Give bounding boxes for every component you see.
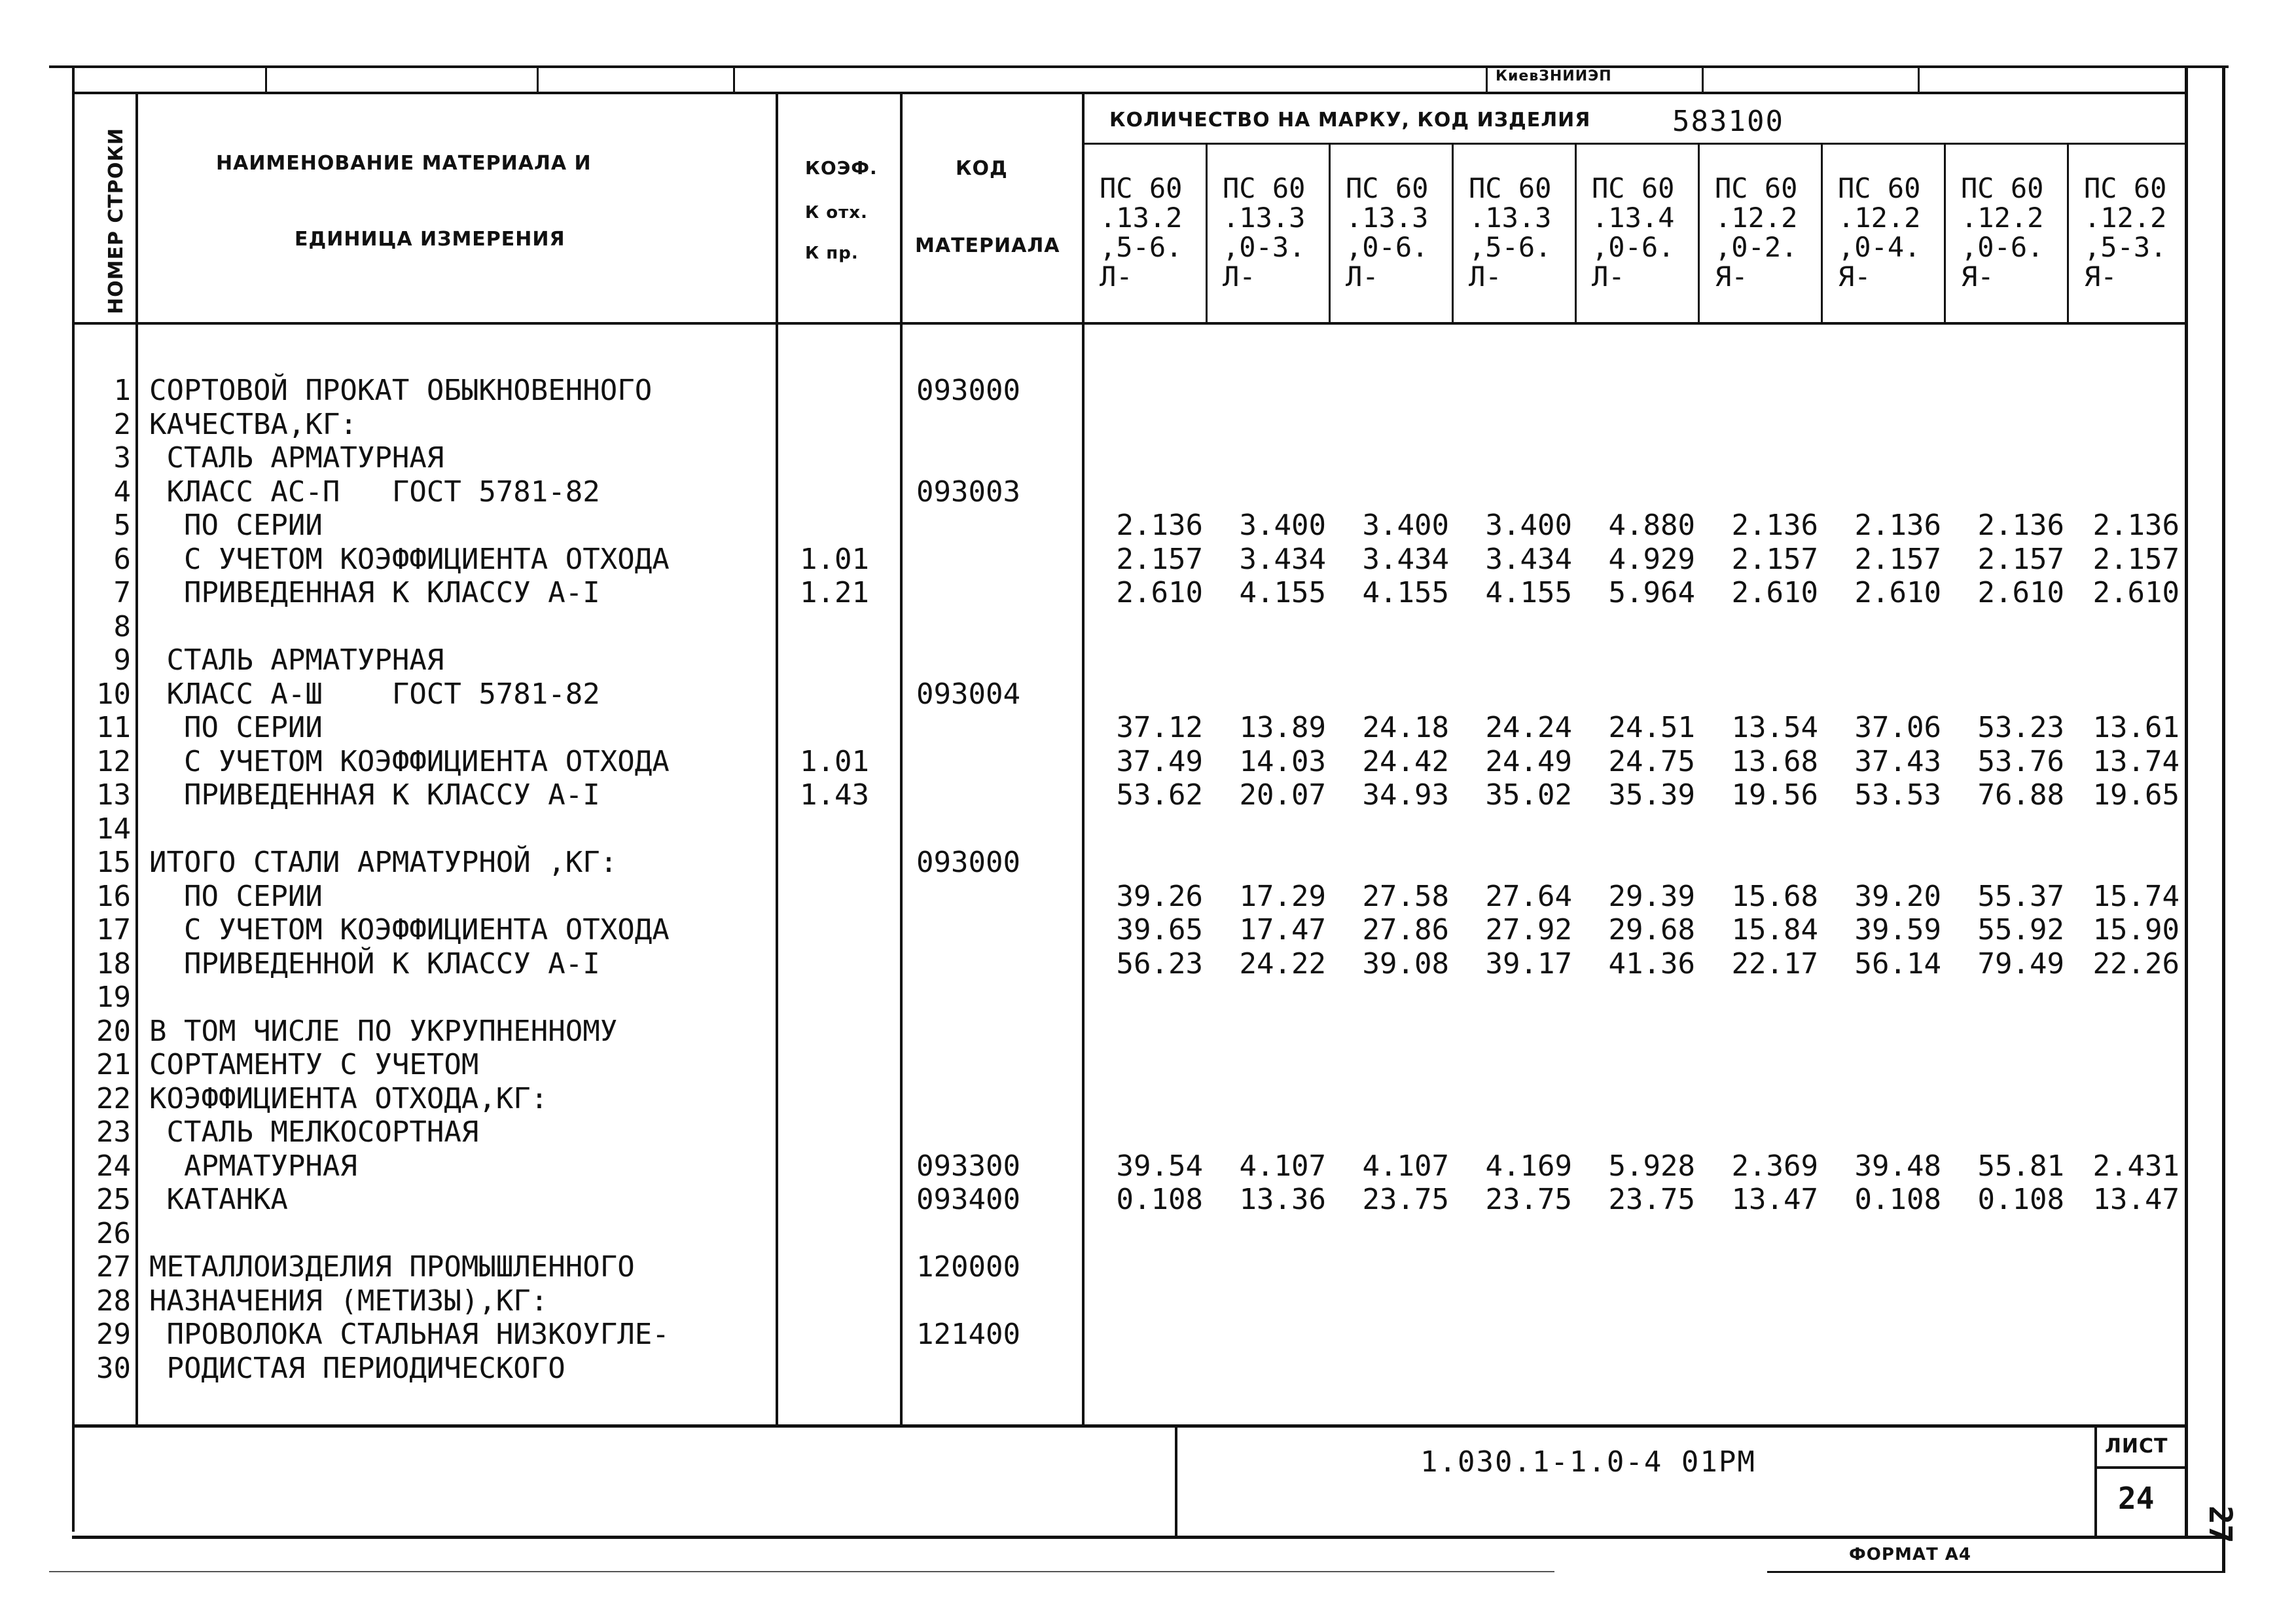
product-column-header-2-line4: Л- xyxy=(1223,261,1256,293)
quantity-cell: 5.928 xyxy=(1608,1149,1695,1183)
quantity-cell: 39.20 xyxy=(1854,880,1941,913)
coefficient: 1.01 xyxy=(800,745,869,778)
material-name: АРМАТУРНАЯ xyxy=(149,1149,357,1183)
product-column-header-6-line1: ПС 60 xyxy=(1715,172,1798,204)
material-code: 093000 xyxy=(916,846,1020,879)
product-column-header-2-line3: ,0-3. xyxy=(1223,231,1306,263)
quantity-cell: 3.434 xyxy=(1485,543,1572,576)
quantity-cell: 76.88 xyxy=(1977,778,2064,812)
material-code: 121400 xyxy=(916,1318,1020,1351)
quantity-cell: 2.610 xyxy=(2092,576,2179,609)
quantity-cell: 4.169 xyxy=(1485,1149,1572,1183)
product-column-header-5-line4: Л- xyxy=(1592,261,1625,293)
product-column-header-1-line2: .13.2 xyxy=(1100,202,1183,234)
material-code: 093003 xyxy=(916,475,1020,509)
material-name: СТАЛЬ АРМАТУРНАЯ xyxy=(149,643,444,677)
quantity-cell: 15.90 xyxy=(2092,913,2179,947)
quantity-cell: 15.84 xyxy=(1731,913,1818,947)
row-number: 18 xyxy=(96,947,131,981)
quantity-cell: 37.43 xyxy=(1854,745,1941,778)
material-name: КАЧЕСТВА,КГ: xyxy=(149,408,357,441)
quantity-cell: 4.880 xyxy=(1608,509,1695,542)
quantity-cell: 3.400 xyxy=(1239,509,1326,542)
row-number: 27 xyxy=(96,1250,131,1284)
row-number: 10 xyxy=(96,677,131,711)
quantity-cell: 56.14 xyxy=(1854,947,1941,981)
product-column-header-7-line3: ,0-4. xyxy=(1838,231,1921,263)
quantity-cell: 37.12 xyxy=(1116,711,1203,744)
material-name: РОДИСТАЯ ПЕРИОДИЧЕСКОГО xyxy=(149,1352,565,1385)
material-name: СОРТОВОЙ ПРОКАТ ОБЫКНОВЕННОГО xyxy=(149,374,653,407)
product-column-header-1-line1: ПС 60 xyxy=(1100,172,1183,204)
material-name: С УЧЕТОМ КОЭФФИЦИЕНТА ОТХОДА xyxy=(149,543,670,576)
product-column-header-3-line2: .13.3 xyxy=(1346,202,1429,234)
quantity-cell: 55.81 xyxy=(1977,1149,2064,1183)
material-name: СОРТАМЕНТУ С УЧЕТОМ xyxy=(149,1048,479,1081)
product-column-header-4-line1: ПС 60 xyxy=(1469,172,1552,204)
quantity-cell: 0.108 xyxy=(1116,1183,1203,1216)
quantity-cell: 37.49 xyxy=(1116,745,1203,778)
quantity-cell: 13.68 xyxy=(1731,745,1818,778)
row-number: 20 xyxy=(96,1015,131,1048)
row-number: 14 xyxy=(96,812,131,846)
quantity-cell: 13.36 xyxy=(1239,1183,1326,1216)
quantity-cell: 27.86 xyxy=(1362,913,1449,947)
quantity-cell: 3.434 xyxy=(1239,543,1326,576)
material-name: СТАЛЬ МЕЛКОСОРТНАЯ xyxy=(149,1115,479,1149)
material-name: ПО СЕРИИ xyxy=(149,711,323,744)
product-column-header-8-line3: ,0-6. xyxy=(1961,231,2044,263)
product-column-header-7-line1: ПС 60 xyxy=(1838,172,1921,204)
code-header-line2: МАТЕРИАЛА xyxy=(915,234,1060,257)
quantity-cell: 13.47 xyxy=(2092,1183,2179,1216)
material-name: КЛАСС А-Ш ГОСТ 5781-82 xyxy=(149,677,600,711)
quantity-header: КОЛИЧЕСТВО НА МАРКУ, КОД ИЗДЕЛИЯ xyxy=(1109,109,1591,132)
quantity-cell: 2.610 xyxy=(1116,576,1203,609)
material-name: КОЭФФИЦИЕНТА ОТХОДА,КГ: xyxy=(149,1082,548,1115)
material-name: КАТАНКА xyxy=(149,1183,288,1216)
sheet-number: 24 xyxy=(2118,1481,2155,1516)
row-number: 12 xyxy=(96,745,131,778)
quantity-cell: 55.37 xyxy=(1977,880,2064,913)
quantity-cell: 2.157 xyxy=(1854,543,1941,576)
material-name: НАЗНАЧЕНИЯ (МЕТИЗЫ),КГ: xyxy=(149,1284,548,1318)
coef-header-line2: К отх. xyxy=(805,203,868,223)
quantity-cell: 17.47 xyxy=(1239,913,1326,947)
quantity-cell: 19.65 xyxy=(2092,778,2179,812)
quantity-cell: 27.92 xyxy=(1485,913,1572,947)
product-column-header-9-line2: .12.2 xyxy=(2084,202,2167,234)
row-number: 23 xyxy=(96,1115,131,1149)
material-code: 093004 xyxy=(916,677,1020,711)
material-code: 093400 xyxy=(916,1183,1020,1216)
quantity-cell: 2.157 xyxy=(2092,543,2179,576)
quantity-cell: 2.431 xyxy=(2092,1149,2179,1183)
quantity-cell: 27.64 xyxy=(1485,880,1572,913)
quantity-cell: 24.49 xyxy=(1485,745,1572,778)
material-name: В ТОМ ЧИСЛЕ ПО УКРУПНЕННОМУ xyxy=(149,1015,618,1048)
quantity-cell: 14.03 xyxy=(1239,745,1326,778)
sheet-label: ЛИСТ xyxy=(2105,1435,2168,1458)
product-column-header-1-line3: ,5-6. xyxy=(1100,231,1183,263)
quantity-cell: 23.75 xyxy=(1485,1183,1572,1216)
quantity-cell: 53.23 xyxy=(1977,711,2064,744)
page-number: 27 xyxy=(2202,1506,2238,1543)
material-name: СТАЛЬ АРМАТУРНАЯ xyxy=(149,441,444,475)
quantity-cell: 3.400 xyxy=(1485,509,1572,542)
quantity-cell: 22.26 xyxy=(2092,947,2179,981)
quantity-cell: 39.54 xyxy=(1116,1149,1203,1183)
row-number: 21 xyxy=(96,1048,131,1081)
material-name: МЕТАЛЛОИЗДЕЛИЯ ПРОМЫШЛЕННОГО xyxy=(149,1250,635,1284)
product-column-header-5-line2: .13.4 xyxy=(1592,202,1675,234)
quantity-cell: 13.61 xyxy=(2092,711,2179,744)
quantity-cell: 13.74 xyxy=(2092,745,2179,778)
quantity-cell: 15.68 xyxy=(1731,880,1818,913)
row-number: 13 xyxy=(96,778,131,812)
material-name: КЛАСС АС-П ГОСТ 5781-82 xyxy=(149,475,600,509)
row-number: 6 xyxy=(113,543,131,576)
product-column-header-5-line1: ПС 60 xyxy=(1592,172,1675,204)
quantity-cell: 2.157 xyxy=(1116,543,1203,576)
quantity-cell: 2.610 xyxy=(1731,576,1818,609)
material-name: С УЧЕТОМ КОЭФФИЦИЕНТА ОТХОДА xyxy=(149,745,670,778)
quantity-cell: 15.74 xyxy=(2092,880,2179,913)
quantity-cell: 24.51 xyxy=(1608,711,1695,744)
product-column-header-6-line3: ,0-2. xyxy=(1715,231,1798,263)
material-name: ПО СЕРИИ xyxy=(149,509,323,542)
quantity-cell: 2.136 xyxy=(1116,509,1203,542)
quantity-cell: 39.48 xyxy=(1854,1149,1941,1183)
row-number: 26 xyxy=(96,1217,131,1250)
quantity-cell: 4.107 xyxy=(1362,1149,1449,1183)
row-number: 15 xyxy=(96,846,131,879)
quantity-cell: 23.75 xyxy=(1362,1183,1449,1216)
row-number: 11 xyxy=(96,711,131,744)
material-name: ИТОГО СТАЛИ АРМАТУРНОЙ ,КГ: xyxy=(149,846,618,879)
quantity-cell: 37.06 xyxy=(1854,711,1941,744)
quantity-cell: 5.964 xyxy=(1608,576,1695,609)
name-header-line2: ЕДИНИЦА ИЗМЕРЕНИЯ xyxy=(295,228,565,251)
row-number: 25 xyxy=(96,1183,131,1216)
product-column-header-9-line3: ,5-3. xyxy=(2084,231,2167,263)
quantity-cell: 22.17 xyxy=(1731,947,1818,981)
quantity-cell: 35.39 xyxy=(1608,778,1695,812)
row-number: 3 xyxy=(113,441,131,475)
quantity-cell: 79.49 xyxy=(1977,947,2064,981)
row-number: 5 xyxy=(113,509,131,542)
product-column-header-2-line1: ПС 60 xyxy=(1223,172,1306,204)
product-column-header-6-line4: Я- xyxy=(1715,261,1748,293)
material-name: ПРОВОЛОКА СТАЛЬНАЯ НИЗКОУГЛЕ- xyxy=(149,1318,670,1351)
row-number: 1 xyxy=(113,374,131,407)
quantity-cell: 17.29 xyxy=(1239,880,1326,913)
quantity-cell: 29.39 xyxy=(1608,880,1695,913)
row-number: 19 xyxy=(96,981,131,1014)
material-name: С УЧЕТОМ КОЭФФИЦИЕНТА ОТХОДА xyxy=(149,913,670,947)
quantity-cell: 39.59 xyxy=(1854,913,1941,947)
product-code: 583100 xyxy=(1672,105,1784,138)
product-column-header-2-line2: .13.3 xyxy=(1223,202,1306,234)
product-column-header-4-line4: Л- xyxy=(1469,261,1502,293)
quantity-cell: 0.108 xyxy=(1977,1183,2064,1216)
quantity-cell: 3.400 xyxy=(1362,509,1449,542)
quantity-cell: 39.65 xyxy=(1116,913,1203,947)
product-column-header-5-line3: ,0-6. xyxy=(1592,231,1675,263)
row-number: 28 xyxy=(96,1284,131,1318)
quantity-cell: 4.155 xyxy=(1485,576,1572,609)
product-column-header-9-line4: Я- xyxy=(2084,261,2117,293)
product-column-header-3-line3: ,0-6. xyxy=(1346,231,1429,263)
quantity-cell: 4.107 xyxy=(1239,1149,1326,1183)
material-name: ПО СЕРИИ xyxy=(149,880,323,913)
quantity-cell: 2.136 xyxy=(2092,509,2179,542)
quantity-cell: 13.89 xyxy=(1239,711,1326,744)
quantity-cell: 24.75 xyxy=(1608,745,1695,778)
quantity-cell: 2.136 xyxy=(1854,509,1941,542)
row-number-header: НОМЕР СТРОКИ xyxy=(105,128,128,314)
product-column-header-1-line4: Л- xyxy=(1100,261,1133,293)
product-column-header-4-line2: .13.3 xyxy=(1469,202,1552,234)
quantity-cell: 24.24 xyxy=(1485,711,1572,744)
product-column-header-6-line2: .12.2 xyxy=(1715,202,1798,234)
quantity-cell: 19.56 xyxy=(1731,778,1818,812)
product-column-header-9-line1: ПС 60 xyxy=(2084,172,2167,204)
coefficient: 1.43 xyxy=(800,778,869,812)
quantity-cell: 2.157 xyxy=(1731,543,1818,576)
doc-code: 1.030.1-1.0-4 01PM xyxy=(1420,1445,1756,1479)
quantity-cell: 2.610 xyxy=(1977,576,2064,609)
row-number: 22 xyxy=(96,1082,131,1115)
row-number: 8 xyxy=(113,610,131,643)
material-code: 120000 xyxy=(916,1250,1020,1284)
row-number: 29 xyxy=(96,1318,131,1351)
quantity-cell: 27.58 xyxy=(1362,880,1449,913)
product-column-header-7-line2: .12.2 xyxy=(1838,202,1921,234)
coefficient: 1.21 xyxy=(800,576,869,609)
coefficient: 1.01 xyxy=(800,543,869,576)
material-code: 093300 xyxy=(916,1149,1020,1183)
row-number: 9 xyxy=(113,643,131,677)
product-column-header-3-line1: ПС 60 xyxy=(1346,172,1429,204)
quantity-cell: 24.22 xyxy=(1239,947,1326,981)
row-number: 4 xyxy=(113,475,131,509)
row-number: 16 xyxy=(96,880,131,913)
quantity-cell: 41.36 xyxy=(1608,947,1695,981)
name-header-line1: НАИМЕНОВАНИЕ МАТЕРИАЛА И xyxy=(216,152,592,175)
product-column-header-7-line4: Я- xyxy=(1838,261,1871,293)
quantity-cell: 55.92 xyxy=(1977,913,2064,947)
quantity-cell: 2.136 xyxy=(1977,509,2064,542)
coef-header-line3: К пр. xyxy=(805,244,859,263)
row-number: 30 xyxy=(96,1352,131,1385)
product-column-header-8-line4: Я- xyxy=(1961,261,1994,293)
row-number: 24 xyxy=(96,1149,131,1183)
row-number: 7 xyxy=(113,576,131,609)
row-number: 2 xyxy=(113,408,131,441)
material-name: ПРИВЕДЕННОЙ К КЛАССУ А-I xyxy=(149,947,600,981)
quantity-cell: 4.929 xyxy=(1608,543,1695,576)
material-name: ПРИВЕДЕННАЯ К КЛАССУ А-I xyxy=(149,576,600,609)
quantity-cell: 39.26 xyxy=(1116,880,1203,913)
quantity-cell: 4.155 xyxy=(1239,576,1326,609)
quantity-cell: 53.62 xyxy=(1116,778,1203,812)
quantity-cell: 34.93 xyxy=(1362,778,1449,812)
quantity-cell: 0.108 xyxy=(1854,1183,1941,1216)
quantity-cell: 29.68 xyxy=(1608,913,1695,947)
quantity-cell: 3.434 xyxy=(1362,543,1449,576)
org-stamp: КиевЗНИИЭП xyxy=(1496,68,1612,84)
quantity-cell: 4.155 xyxy=(1362,576,1449,609)
quantity-cell: 23.75 xyxy=(1608,1183,1695,1216)
quantity-cell: 2.610 xyxy=(1854,576,1941,609)
quantity-cell: 39.17 xyxy=(1485,947,1572,981)
quantity-cell: 53.53 xyxy=(1854,778,1941,812)
quantity-cell: 24.18 xyxy=(1362,711,1449,744)
product-column-header-8-line1: ПС 60 xyxy=(1961,172,2044,204)
quantity-cell: 39.08 xyxy=(1362,947,1449,981)
product-column-header-3-line4: Л- xyxy=(1346,261,1379,293)
format-label: ФОРМАТ А4 xyxy=(1849,1545,1971,1564)
code-header-line1: КОД xyxy=(956,157,1008,180)
quantity-cell: 13.54 xyxy=(1731,711,1818,744)
quantity-cell: 53.76 xyxy=(1977,745,2064,778)
quantity-cell: 2.369 xyxy=(1731,1149,1818,1183)
material-code: 093000 xyxy=(916,374,1020,407)
quantity-cell: 20.07 xyxy=(1239,778,1326,812)
material-name: ПРИВЕДЕННАЯ К КЛАССУ А-I xyxy=(149,778,600,812)
row-number: 17 xyxy=(96,913,131,947)
coef-header-line1: КОЭФ. xyxy=(805,157,878,179)
quantity-cell: 13.47 xyxy=(1731,1183,1818,1216)
product-column-header-8-line2: .12.2 xyxy=(1961,202,2044,234)
quantity-cell: 56.23 xyxy=(1116,947,1203,981)
quantity-cell: 2.157 xyxy=(1977,543,2064,576)
quantity-cell: 24.42 xyxy=(1362,745,1449,778)
quantity-cell: 35.02 xyxy=(1485,778,1572,812)
quantity-cell: 2.136 xyxy=(1731,509,1818,542)
product-column-header-4-line3: ,5-6. xyxy=(1469,231,1552,263)
